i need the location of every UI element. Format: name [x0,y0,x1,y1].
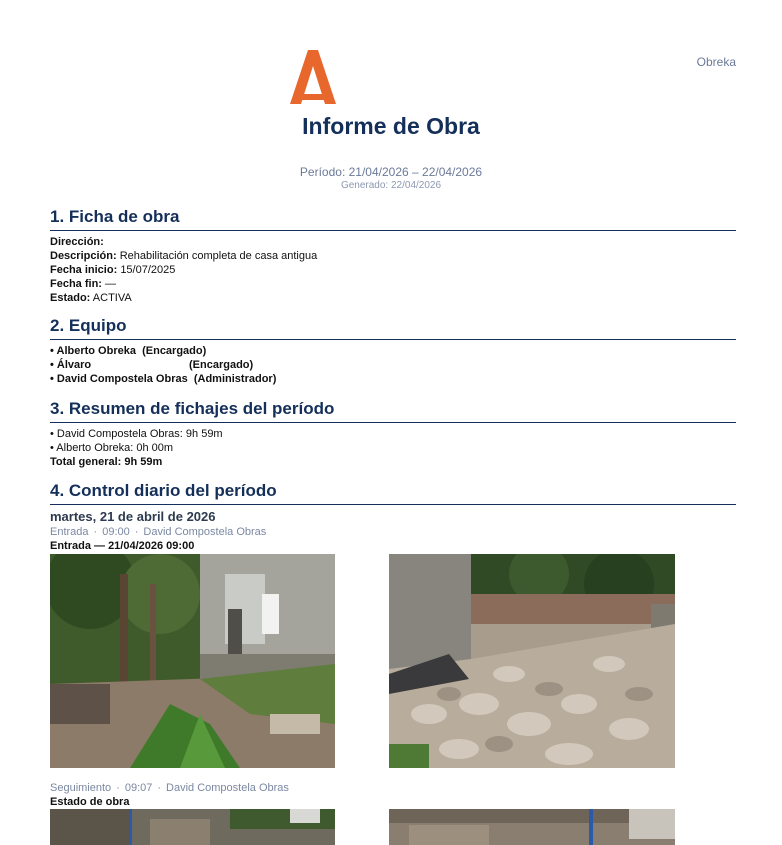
field-fecha-inicio: Fecha inicio: 15/07/2025 [50,264,176,276]
field-direccion: Dirección: [50,236,104,248]
entry-meta: Entrada · 09:00 · David Compostela Obras [50,526,267,538]
site-photo [50,554,335,768]
field-descripcion: Descripción: Rehabilitación completa de casa antigua [50,250,318,262]
site-photo [389,554,675,768]
field-fecha-fin: Fecha fin: — [50,278,117,290]
report-generated-date: Generado: 22/04/2026 [340,180,442,191]
section-title: 4. Control diario del período [50,480,736,505]
day-heading: martes, 21 de abril de 2026 [50,509,216,524]
section-fichajes [50,398,736,469]
team-member: • Alberto Obreka (Encargado) [50,345,207,357]
entry-title: Entrada — 21/04/2026 09:00 [50,540,195,552]
brand-name: Obreka [696,55,736,69]
section-title: 3. Resumen de fichajes del período [50,398,736,423]
report-period: Período: 21/04/2026 – 22/04/2026 [299,165,483,179]
fichaje-item: • Alberto Obreka: 0h 00m [50,442,174,454]
team-member: • Álvaro (Encargado) [50,359,254,371]
report-title: Informe de Obra [302,113,480,139]
site-photo [389,809,675,845]
section-ficha [50,206,736,305]
entry-title: Estado de obra [50,796,130,808]
site-photo [50,809,335,845]
company-logo [289,49,337,105]
section-equipo [50,315,736,386]
section-title: 1. Ficha de obra [50,206,736,231]
fichaje-item: • David Compostela Obras: 9h 59m [50,428,223,440]
section-title: 2. Equipo [50,315,736,340]
entry-seguimiento [50,781,736,809]
entry-meta: Seguimiento · 09:07 · David Compostela Obras [50,782,289,794]
section-control-diario [50,480,736,553]
team-member: • David Compostela Obras (Administrador) [50,373,277,385]
field-estado: Estado: ACTIVA [50,292,132,304]
fichaje-total: Total general: 9h 59m [50,456,163,468]
